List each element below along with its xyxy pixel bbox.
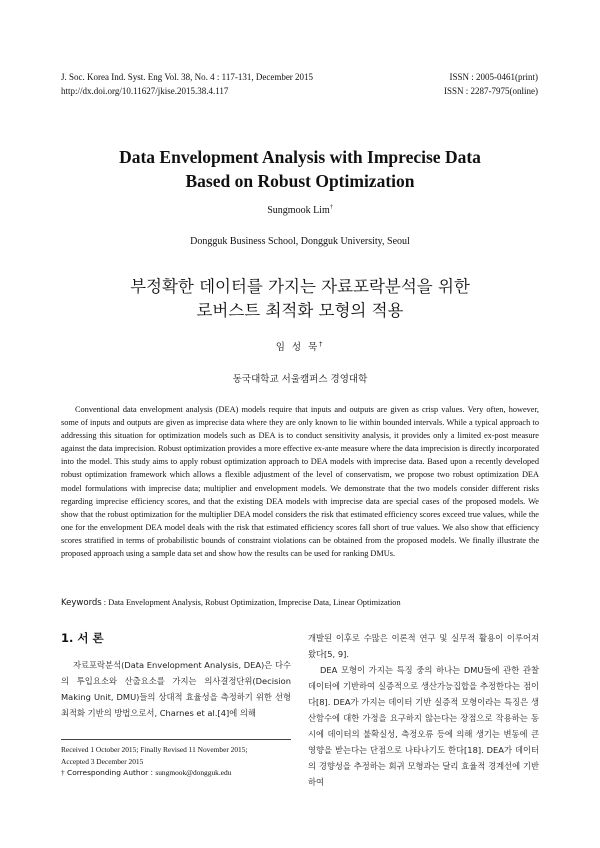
paper-title: [0, 145, 600, 193]
keywords-line: [61, 598, 539, 608]
section-heading: 1. 서 론: [61, 631, 104, 645]
author-email[interactable]: sungmook@dongguk.edu: [155, 768, 232, 777]
footnote-divider: [61, 739, 291, 740]
accepted-date: Accepted 3 December 2015: [61, 756, 144, 766]
issn-online: ISSN : 2287-7975(online): [444, 86, 538, 96]
korean-affiliation: 동국대학교 서울캠퍼스 경영대학: [232, 374, 368, 385]
korean-title-line-1: 부정확한 데이터를 가지는 자료포락분석을 위한: [130, 277, 470, 296]
keywords-text: Data Envelopment Analysis, Robust Optimization, Imprecise Data, Linear Optimization: [108, 598, 401, 607]
corresponding-mark: †: [61, 768, 65, 777]
korean-author-name: 임 성 묵: [275, 342, 320, 353]
journal-header: [61, 70, 538, 98]
korean-author-line: [0, 339, 600, 353]
author-name: Sungmook Lim: [267, 205, 330, 216]
left-column: [61, 630, 291, 721]
keywords-separator: :: [101, 598, 109, 607]
left-paragraph: 자료포락분석(Data Envelopment Analysis, DEA)은 다수의 투입요소와 산출요소를 가지는 의사결정단위(Decision Making Unit, DMU)들의 상대적 효율성을 측정하기 위한 선형최적화 기반의 방법으로서, Charnes et al.[4]에 의해: [61, 660, 291, 718]
title-line-2: Based on Robust Optimization: [185, 171, 415, 191]
journal-citation: J. Soc. Korea Ind. Syst. Eng Vol. 38, No. 4 : 117-131, December 2015: [61, 72, 314, 82]
corresponding-author: [61, 767, 301, 779]
footnotes: [61, 744, 301, 779]
abstract: Conventional data envelopment analysis (DEA) models require that inputs and outputs are given as crisp values. Very often, however, some of inputs and outputs are given as imprecise data where they are only known to lie within bounded intervals. While a typical approach to addressing this situation for optimization models such as DEA is to conduct sensitivity analysis, it provides only a limited ex-post measure against the data imprecision. Robust optimization provides a more effective ex-ante measure where the data imprecision is directly incorporated into the model. This study aims to apply robust optimization approach to DEA models with imprecise data. Based upon a recently developed robust optimization framework which allows a flexible adjustment of the level of conservatism, we propose two robust optimization DEA model formulations with imprecise data; multiplier and envelopment models. We demonstrate that the two models consider different risks regarding imprecise efficiency scores, and that the existing DEA models with imprecise data are special cases of the proposed models. We show that the robust optimization for the multiplier DEA model considers the risk that estimated efficiency scores exceed true values, while the one for the envelopment DEA model deals with the risk that estimated efficiency scores fall short of true values. We also show that efficiency scores stratified in terms of probabilistic bounds of constraint violations can be obtained from the proposed models. We finally illustrate the proposed approach using a sample data set and show how the results can be used for ranking DMUs.: [61, 405, 539, 559]
received-date: Received 1 October 2015; Finally Revised 11 November 2015;: [61, 745, 248, 754]
author-mark: †: [329, 204, 333, 211]
corresponding-label: Corresponding Author :: [64, 768, 156, 777]
korean-title-line-2: 로버스트 최적화 모형의 적용: [196, 301, 404, 320]
right-column: [308, 630, 539, 790]
keywords-label: Keywords: [61, 598, 102, 608]
author-line: [0, 205, 600, 216]
right-paragraph-2: DEA 모형이 가지는 특징 중의 하나는 DMU들에 관한 관찰 데이터에 기반하여 실증적으로 생산가능집합을 추정한다는 점이다[8]. DEA가 가지는 데이터 기반 실증적 모형이라는 특징은 생산함수에 대한 가정을 요구하지 않는다는 장점으로 작용하는 동시에 데이터의 불확실성, 측정오류 등에 의해 생기는 변동에 큰 영향을 받는다는 단점으로 나타나기도 한다[18]. DEA가 데이터의 경향성을 추정하는 회귀 모형과는 달리 효율적 경계선에 기반하여: [308, 665, 539, 787]
title-line-1: Data Envelopment Analysis with Imprecise Data: [119, 147, 481, 167]
korean-author-mark: †: [319, 340, 325, 348]
right-paragraph-1: 개발된 이후로 수많은 이론적 연구 및 실무적 활용이 이루어져 왔다[5, 9].: [308, 633, 539, 659]
author-affiliation: Dongguk Business School, Dongguk University, Seoul: [190, 236, 410, 247]
doi-link[interactable]: http://dx.doi.org/10.11627/jkise.2015.38.4.117: [61, 86, 229, 96]
korean-title: [0, 275, 600, 323]
issn-print: ISSN : 2005-0461(print): [449, 72, 538, 82]
